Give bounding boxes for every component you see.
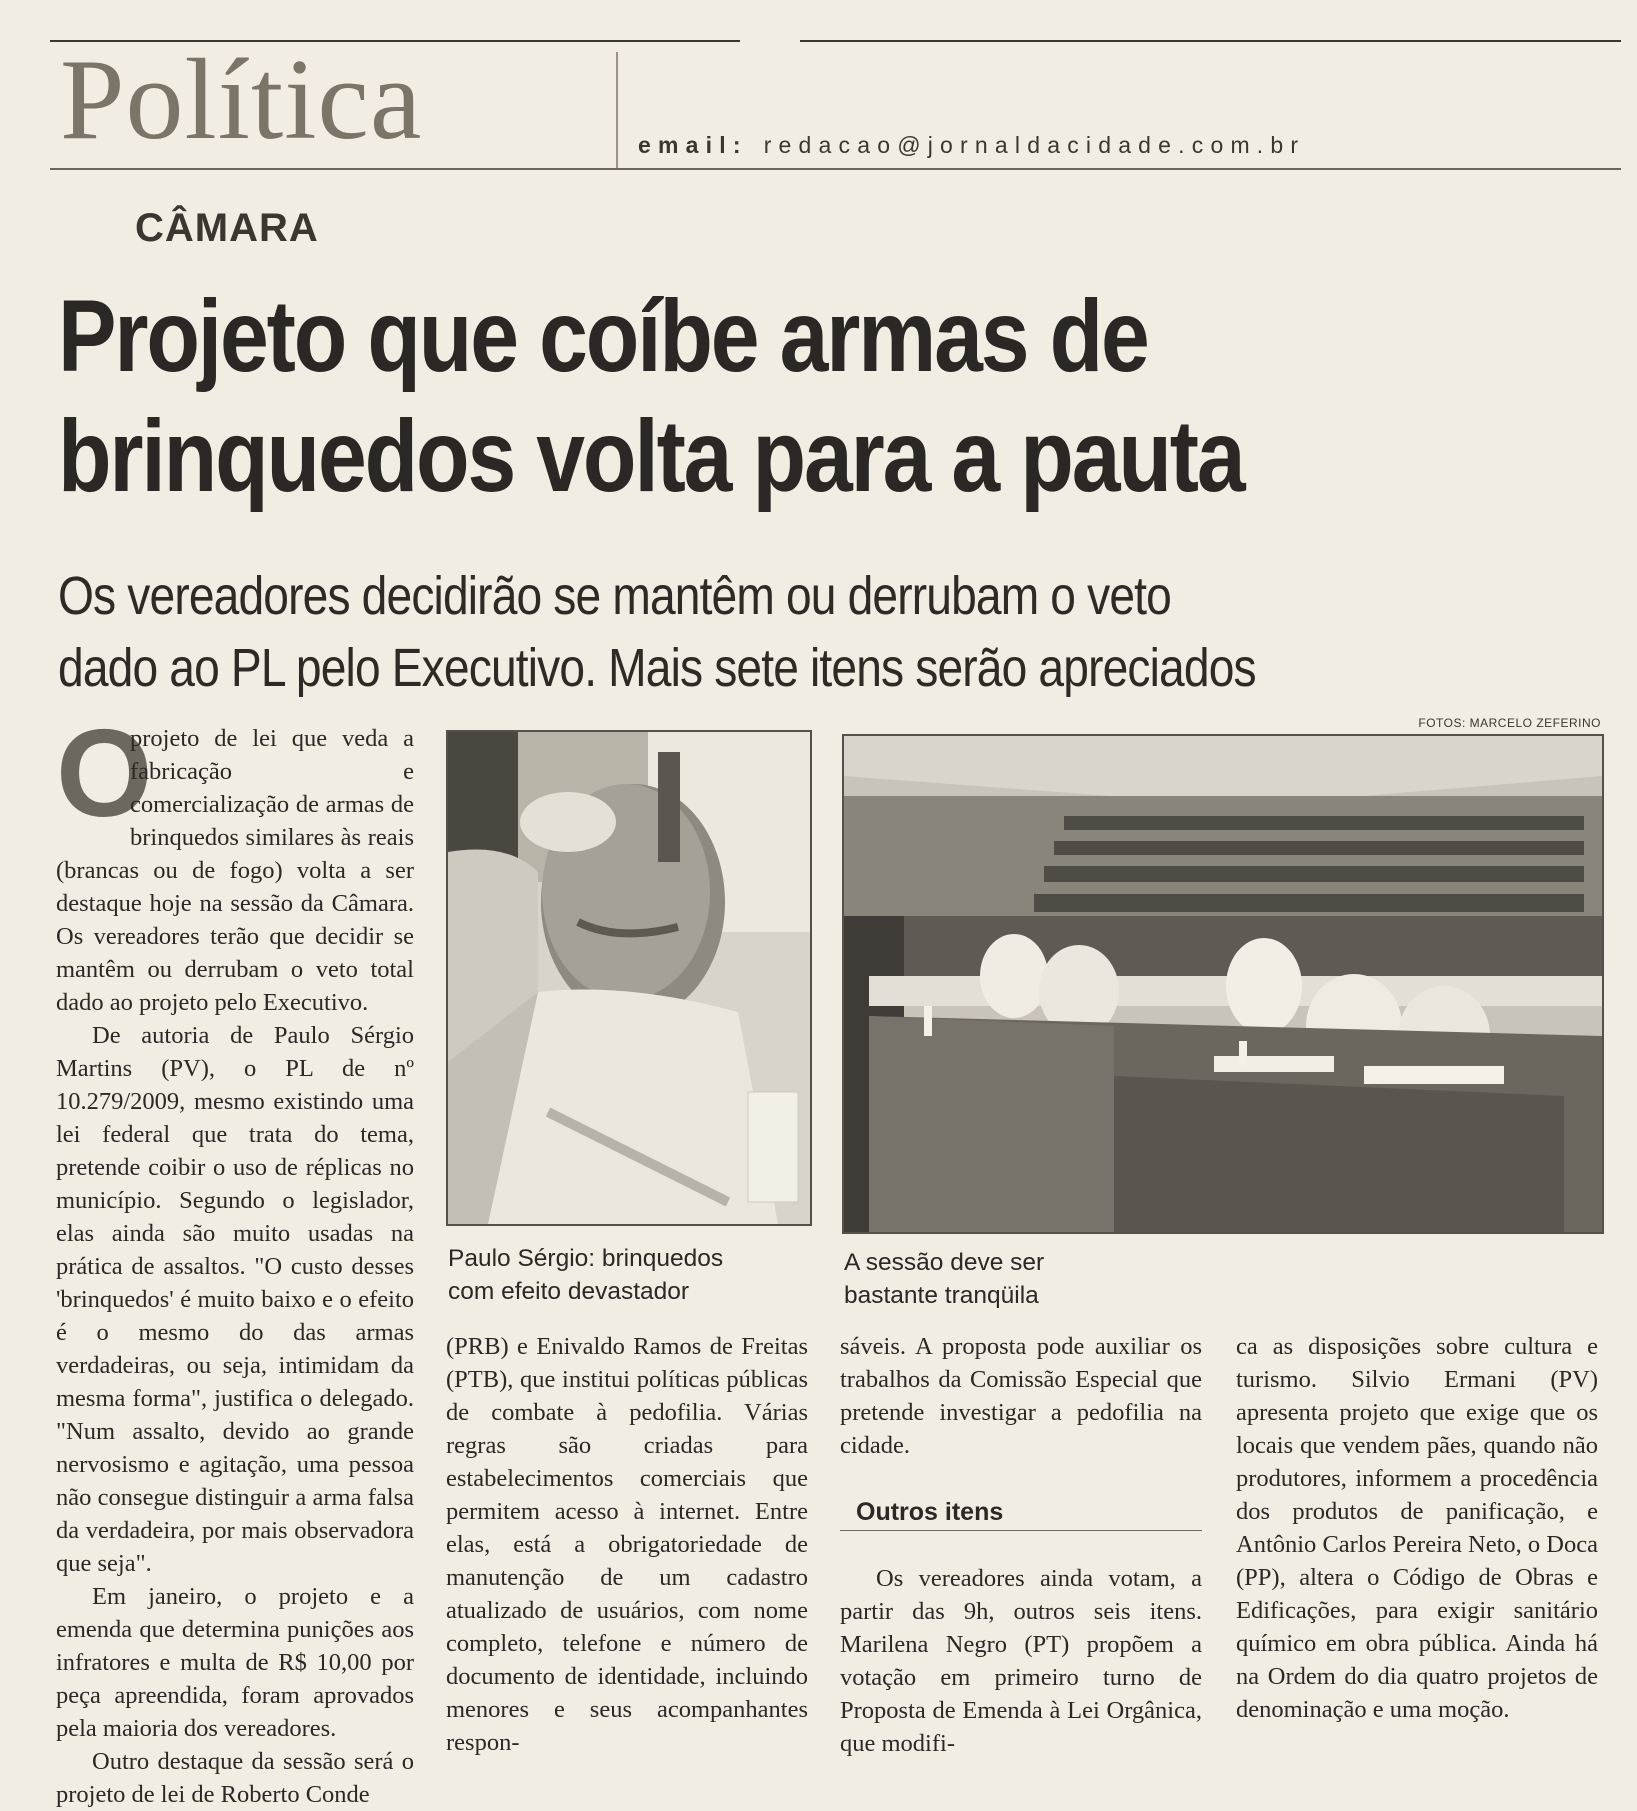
left-caption-line-2: com efeito devastador — [448, 1278, 690, 1305]
article-kicker: CÂMARA — [135, 206, 319, 250]
headline-line-2: brinquedos volta para a pauta — [58, 399, 1244, 513]
top-rule-gap — [740, 34, 800, 46]
photo-credit: FOTOS: MARCELO ZEFERINO — [1418, 716, 1601, 730]
header-divider — [616, 52, 618, 170]
article-subhead — [58, 560, 1392, 704]
column-3 — [840, 1330, 1202, 1462]
paragraph-4: Outro destaque da sessão será o projeto de lei de Roberto Conde — [56, 1748, 414, 1808]
article-headline — [58, 276, 1400, 516]
right-caption-line-2: bastante tranqüila — [844, 1282, 1039, 1309]
column-1 — [56, 705, 414, 1811]
right-caption-line-1: A sessão deve ser — [844, 1249, 1045, 1276]
paragraph-1-text: projeto de lei que veda a fabricação e comercialização de armas de brinquedos similares às reais (brancas ou de fogo) volta a ser destaque hoje na sessão da Câmara. Os vereadores terão que decidir se mantêm ou derrubam o veto total dado ao projeto pelo Executivo. — [56, 725, 414, 1016]
email-address[interactable]: redacao@jornaldacidade.com.br — [763, 132, 1306, 158]
subsection-title: Outros itens — [856, 1498, 1004, 1526]
drop-cap: O — [56, 705, 153, 843]
column-4-text: ca as disposições sobre cultura e turismo. Silvio Ermani (PV) apresenta projeto que exige que os locais que vendem pães, quando não produtores, informem a procedência dos produtos de panificação, e Antônio Carlos Pereira Neto, o Doca (PP), altera o Código de Obras e Edificações, para exigir sanitário químico em obra pública. Ainda há na Ordem do dia quatro projetos de denominação e uma moção. — [1236, 1333, 1598, 1723]
chamber-illustration — [844, 736, 1602, 1232]
header-rule — [50, 168, 1621, 170]
column-2 — [446, 1330, 808, 1759]
photo-camara-session — [842, 734, 1604, 1234]
photo-left-caption — [448, 1242, 808, 1308]
paragraph-2: De autoria de Paulo Sérgio Martins (PV), o PL de nº 10.279/2009, mesmo existindo uma lei federal que trata do tema, pretende coibir o uso de réplicas no município. Segundo o legislador, elas ainda são muito usadas na prática de assaltos. "O custo desses 'brinquedos' é muito baixo e o efeito é o mesmo do das armas verdadeiras, ou seja, intimidam da mesma forma", justifica o delegado. "Num assalto, devido ao grande nervosismo e agitação, uma pessoa não consegue distinguir a arma falsa da verdadeira, por mais observadora que seja". — [56, 1022, 414, 1577]
subhead-line-1: Os vereadores decidirão se mantêm ou derrubam o veto — [58, 566, 1171, 626]
email-label: email: — [638, 132, 748, 158]
portrait-illustration — [448, 732, 810, 1224]
column-2-text: (PRB) e Enivaldo Ramos de Freitas (PTB), que institui políticas públicas de combate à pedofilia. Várias regras são criadas para estabelecimentos comerciais que permitem acesso à internet. Entre elas, está a obrigatoriedade de manutenção de um cadastro atualizado de usuários, com nome completo, telefone e número de documento de identidade, incluindo menores e seus acompanhantes respon- — [446, 1333, 808, 1756]
subsection-rule — [840, 1530, 1202, 1531]
paragraph-1 — [56, 705, 414, 1019]
column-4 — [1236, 1330, 1598, 1726]
section-title: Política — [60, 36, 423, 164]
column-3-continued — [840, 1562, 1202, 1760]
paragraph-3: Em janeiro, o projeto e a emenda que determina punições aos infratores e multa de R$ 10,00 por peça apreendida, foram aprovados pela maioria dos vereadores. — [56, 1583, 414, 1742]
headline-line-1: Projeto que coíbe armas de — [58, 279, 1148, 393]
photo-paulo-sergio — [446, 730, 812, 1226]
column-3-paragraph-2: Os vereadores ainda votam, a partir das 9h, outros seis itens. Marilena Negro (PT) propõem a votação em primeiro turno de Proposta de Emenda à Lei Orgânica, que modifi- — [840, 1565, 1202, 1757]
subhead-line-2: dado ao PL pelo Executivo. Mais sete itens serão apreciados — [58, 638, 1256, 698]
left-caption-line-1: Paulo Sérgio: brinquedos — [448, 1245, 724, 1272]
photo-right-caption — [844, 1246, 1204, 1312]
column-3-paragraph-1: sáveis. A proposta pode auxiliar os trabalhos da Comissão Especial que pretende investigar a pedofilia na cidade. — [840, 1333, 1202, 1459]
email-line — [638, 132, 1305, 159]
